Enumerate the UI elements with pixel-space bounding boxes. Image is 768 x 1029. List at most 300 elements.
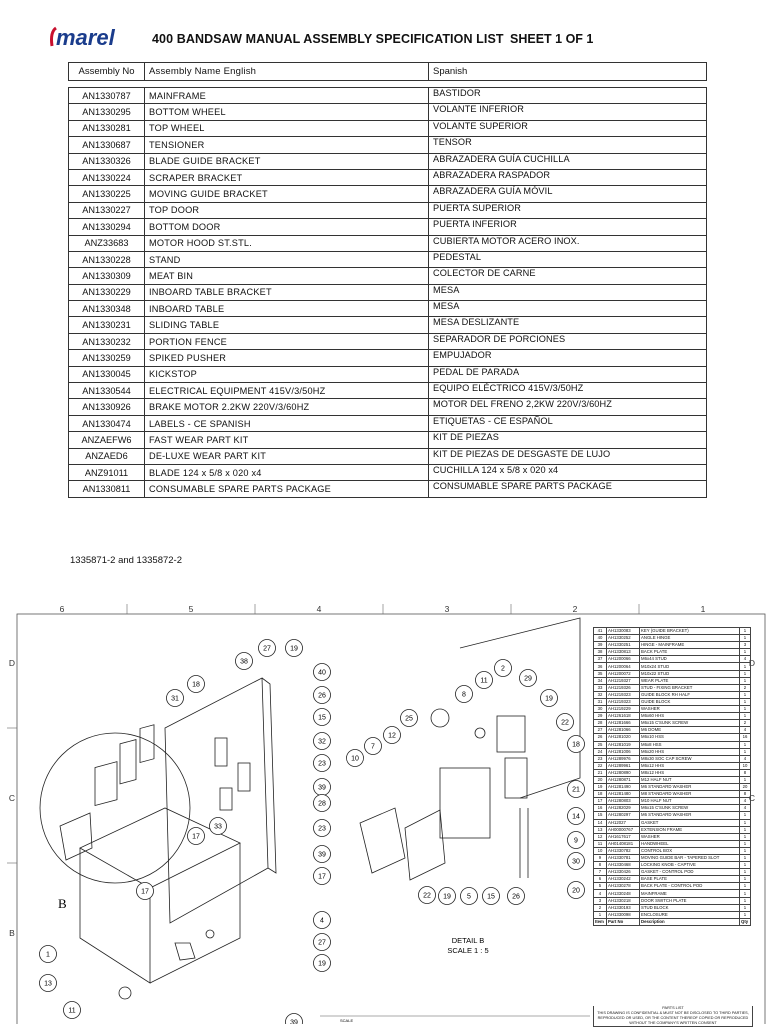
parts-list-header-cell: Part No (607, 918, 640, 925)
table-row (69, 104, 707, 120)
table-row (69, 120, 707, 136)
table-row (69, 186, 707, 202)
name-english-cell: SPIKED PUSHER (145, 350, 429, 366)
description-cell: M6x44 STUD (640, 656, 740, 663)
table-row (69, 317, 707, 333)
parts-list-row (594, 663, 751, 670)
spanish-cell: COLECTOR DE CARNE (429, 268, 707, 284)
balloon-label: 30 (572, 858, 580, 866)
balloon-label: 17 (318, 873, 326, 881)
spanish-cell: VOLANTE INFERIOR (429, 104, 707, 120)
view-marker-b: B (58, 896, 67, 911)
item-cell: 19 (594, 784, 607, 791)
qty-cell: 1 (740, 691, 751, 698)
qty-cell: 1 (740, 876, 751, 883)
qty-cell: 1 (740, 635, 751, 642)
balloon-label: 23 (318, 760, 326, 768)
balloon-label: 19 (443, 893, 451, 901)
balloon-label: 15 (487, 893, 495, 901)
assembly-no-cell: AN1330348 (69, 301, 145, 317)
balloon-label: 25 (405, 715, 413, 723)
description-cell: CONTROL BOX (640, 847, 740, 854)
part-no-cell: AH1330242 (607, 876, 640, 883)
parts-list-row (594, 755, 751, 762)
item-cell: 8 (594, 862, 607, 869)
item-cell: 21 (594, 769, 607, 776)
name-english-cell: STAND (145, 251, 429, 267)
qty-cell: 1 (740, 649, 751, 656)
parts-list-row (594, 791, 751, 798)
description-cell: HANDWHEEL (640, 840, 740, 847)
item-cell: 25 (594, 741, 607, 748)
table-row (69, 251, 707, 267)
row-label-b: B (9, 928, 15, 938)
spanish-cell: PEDAL DE PARADA (429, 366, 707, 382)
assembly-no-cell: AN1330687 (69, 137, 145, 153)
table-row (69, 448, 707, 464)
part-no-cell: AH1280871 (607, 776, 640, 783)
balloon-label: 28 (318, 800, 326, 808)
parts-list-row (594, 642, 751, 649)
parts-list-row (594, 727, 751, 734)
part-no-cell: AH1280803 (607, 798, 640, 805)
item-cell: 41 (594, 628, 607, 635)
name-english-cell: BOTTOM WHEEL (145, 104, 429, 120)
qty-cell: 10 (740, 762, 751, 769)
assembly-no-cell: AN1330544 (69, 383, 145, 399)
qty-cell: 2 (740, 684, 751, 691)
assembly-no-cell: AN1330225 (69, 186, 145, 202)
assembly-no-cell: AN1330045 (69, 366, 145, 382)
description-cell: M8 STANDARD WASHER (640, 791, 740, 798)
part-no-cell: AH1219327 (607, 677, 640, 684)
balloon-label: 5 (467, 893, 471, 901)
balloon-label: 4 (320, 917, 324, 925)
part-no-cell: AH1281066 (607, 727, 640, 734)
balloon-label: 13 (44, 980, 52, 988)
page-title: 400 BANDSAW MANUAL ASSEMBLY SPECIFICATION LIST (152, 32, 504, 46)
qty-cell: 1 (740, 670, 751, 677)
row-label-c-right: C (748, 793, 756, 803)
name-english-cell: SLIDING TABLE (145, 317, 429, 333)
col-header-spanish: Spanish (429, 63, 707, 81)
name-english-cell: TENSIONER (145, 137, 429, 153)
description-cell: GASKET (640, 819, 740, 826)
balloon-label: 17 (141, 888, 149, 896)
description-cell: STUD BLOCK (640, 904, 740, 911)
description-cell: M6x10 HSS (640, 734, 740, 741)
balloon-label: 39 (318, 851, 326, 859)
part-no-cell: AH01408181 (607, 840, 640, 847)
qty-cell: 1 (740, 748, 751, 755)
description-cell: M8x12 HHS (640, 769, 740, 776)
parts-list-row (594, 720, 751, 727)
item-cell: 33 (594, 684, 607, 691)
parts-list-row (594, 698, 751, 705)
item-cell: 12 (594, 833, 607, 840)
part-no-cell: AH1330083 (607, 628, 640, 635)
table-row (69, 415, 707, 431)
description-cell: EXTENSION FRAME (640, 826, 740, 833)
balloon-label: 17 (192, 833, 200, 841)
assembly-no-cell: AN1330787 (69, 88, 145, 104)
item-cell: 28 (594, 720, 607, 727)
name-english-cell: PORTION FENCE (145, 333, 429, 349)
col-label-2: 2 (572, 604, 578, 614)
description-cell: M6x8 HSS (640, 741, 740, 748)
qty-cell: 3 (740, 642, 751, 649)
part-no-cell: AH1200066 (607, 656, 640, 663)
spanish-cell: PEDESTAL (429, 251, 707, 267)
name-english-cell: SCRAPER BRACKET (145, 169, 429, 185)
parts-list-title: PARTS LIST (662, 1006, 684, 1010)
parts-list-row (594, 691, 751, 698)
part-no-cell: AH1280297 (607, 812, 640, 819)
table-row (69, 350, 707, 366)
assembly-no-cell: AN1330474 (69, 415, 145, 431)
parts-list-row (594, 798, 751, 805)
name-english-cell: BLADE 124 x 5/8 x 020 x4 (145, 464, 429, 480)
qty-cell: 1 (740, 741, 751, 748)
balloon-label: 38 (240, 658, 248, 666)
spanish-cell: ETIQUETAS - CE ESPAÑOL (429, 415, 707, 431)
assembly-no-cell: AN1330229 (69, 284, 145, 300)
part-no-cell: AH1330098 (607, 911, 640, 918)
part-no-cell: AH12027 (607, 819, 640, 826)
balloon-label: 29 (524, 675, 532, 683)
part-no-cell: AH1200064 (607, 663, 640, 670)
assembly-no-cell: ANZAED6 (69, 448, 145, 464)
balloon-label: 10 (351, 755, 359, 763)
qty-cell: 1 (740, 890, 751, 897)
assembly-no-cell: AN1330811 (69, 481, 145, 497)
col-label-5: 5 (188, 604, 194, 614)
qty-cell: 1 (740, 826, 751, 833)
balloon-label: 40 (318, 669, 326, 677)
balloon-label: 39 (318, 784, 326, 792)
name-english-cell: BOTTOM DOOR (145, 219, 429, 235)
row-label-c: C (8, 793, 16, 803)
balloon-label: 15 (318, 714, 326, 722)
qty-cell: 1 (740, 911, 751, 918)
item-cell: 24 (594, 748, 607, 755)
qty-cell: 1 (740, 904, 751, 911)
balloon-label: 32 (318, 738, 326, 746)
qty-cell: 1 (740, 698, 751, 705)
spanish-cell: SEPARADOR DE PORCIONES (429, 333, 707, 349)
name-english-cell: INBOARD TABLE BRACKET (145, 284, 429, 300)
item-cell: 32 (594, 691, 607, 698)
qty-cell: 8 (740, 791, 751, 798)
description-cell: WASHER (640, 833, 740, 840)
assembly-no-cell: AN1330326 (69, 153, 145, 169)
drawing-references: 1335871-2 and 1335872-2 (70, 555, 182, 566)
spanish-cell: KIT DE PIEZAS DE DESGASTE DE LUJO (429, 448, 707, 464)
balloon-label: 33 (214, 823, 222, 831)
balloons-right (347, 660, 585, 905)
spanish-cell: CUBIERTA MOTOR ACERO INOX. (429, 235, 707, 251)
parts-list-row (594, 776, 751, 783)
table-row (69, 137, 707, 153)
part-no-cell: AH1200072 (607, 670, 640, 677)
name-english-cell: CONSUMABLE SPARE PARTS PACKAGE (145, 481, 429, 497)
qty-cell: 8 (740, 769, 751, 776)
spanish-cell: ABRAZADERA GUÍA CUCHILLA (429, 153, 707, 169)
parts-list-row (594, 805, 751, 812)
item-cell: 30 (594, 706, 607, 713)
parts-list-row (594, 784, 751, 791)
parts-list-row (594, 890, 751, 897)
qty-cell: 20 (740, 784, 751, 791)
table-row (69, 268, 707, 284)
description-cell: M12 HALF NUT (640, 776, 740, 783)
document-header (48, 24, 728, 54)
name-english-cell: KICKSTOP (145, 366, 429, 382)
description-cell: MOVING GUIDE BAR - TAPERED SLOT (640, 855, 740, 862)
spanish-cell: EQUIPO ELÉCTRICO 415V/3/50HZ (429, 383, 707, 399)
description-cell: M6 STANDARD WASHER (640, 812, 740, 819)
balloon-label: 2 (501, 665, 505, 673)
part-no-cell: AH1289961 (607, 762, 640, 769)
description-cell: M8x30 SOC CAP SCREW (640, 755, 740, 762)
parts-list-row (594, 840, 751, 847)
item-cell: 13 (594, 826, 607, 833)
qty-cell: 1 (740, 833, 751, 840)
item-cell: 35 (594, 670, 607, 677)
part-no-cell: AH1617617 (607, 833, 640, 840)
row-label-d: D (8, 658, 16, 668)
qty-cell: 2 (740, 720, 751, 727)
qty-cell: 4 (740, 727, 751, 734)
assembly-no-cell: ANZAEFW6 (69, 432, 145, 448)
spec-table-body (69, 81, 707, 498)
parts-list-row (594, 847, 751, 854)
balloon-label: 19 (318, 960, 326, 968)
parts-list-row (594, 670, 751, 677)
assembly-no-cell: AN1330227 (69, 202, 145, 218)
name-english-cell: LABELS - CE SPANISH (145, 415, 429, 431)
qty-cell: 1 (740, 628, 751, 635)
parts-list-header-cell: Description (640, 918, 740, 925)
spanish-cell: CONSUMABLE SPARE PARTS PACKAGE (429, 481, 707, 497)
part-no-cell: AH1330248 (607, 890, 640, 897)
description-cell: HINGE - MAINFRAME (640, 642, 740, 649)
table-row (69, 333, 707, 349)
balloon-label: 27 (318, 939, 326, 947)
balloon-label: 26 (318, 692, 326, 700)
spanish-cell: MOTOR DEL FRENO 2,2KW 220V/3/60HZ (429, 399, 707, 415)
description-cell: M6x12 HHS (640, 762, 740, 769)
col-label-3: 3 (444, 604, 450, 614)
item-cell: 37 (594, 656, 607, 663)
item-cell: 20 (594, 776, 607, 783)
qty-cell: 1 (740, 663, 751, 670)
item-cell: 11 (594, 840, 607, 847)
qty-cell: 1 (740, 847, 751, 854)
balloon-label: 18 (192, 681, 200, 689)
assembly-no-cell: AN1330294 (69, 219, 145, 235)
description-cell: BACK PLATE - CONTROL POD (640, 883, 740, 890)
part-no-cell: AH1219326 (607, 684, 640, 691)
parts-list-header-cell: Item (594, 918, 607, 925)
item-cell: 3 (594, 897, 607, 904)
item-cell: 5 (594, 883, 607, 890)
part-no-cell: AH1281019 (607, 741, 640, 748)
part-no-cell: AH1281020 (607, 734, 640, 741)
parts-list-row (594, 628, 751, 635)
part-no-cell: AH1330813 (607, 649, 640, 656)
table-row (69, 284, 707, 300)
qty-cell: 16 (740, 734, 751, 741)
balloon-label: 14 (572, 813, 580, 821)
balloon-label: 9 (574, 837, 578, 845)
item-cell: 1 (594, 911, 607, 918)
qty-cell: 1 (740, 706, 751, 713)
qty-cell: 1 (740, 862, 751, 869)
description-cell: DOOR SWITCH PLATE (640, 897, 740, 904)
part-no-cell: AH1219323 (607, 691, 640, 698)
table-row (69, 464, 707, 480)
balloon-label: 22 (423, 892, 431, 900)
item-cell: 27 (594, 727, 607, 734)
parts-list-row (594, 635, 751, 642)
table-row (69, 235, 707, 251)
qty-cell: 1 (740, 812, 751, 819)
qty-cell: 1 (740, 713, 751, 720)
assembly-no-cell: AN1330228 (69, 251, 145, 267)
qty-cell: 1 (740, 840, 751, 847)
spanish-cell: EMPUJADOR (429, 350, 707, 366)
spanish-cell: BASTIDOR (429, 88, 707, 104)
spanish-cell: CUCHILLA 124 x 5/8 x 020 x4 (429, 464, 707, 480)
parts-list-row (594, 883, 751, 890)
assembly-no-cell: AN1330231 (69, 317, 145, 333)
assembly-no-cell: AN1330224 (69, 169, 145, 185)
balloon-label: 21 (572, 786, 580, 794)
part-no-cell: AH1330781 (607, 855, 640, 862)
spanish-cell: MESA (429, 301, 707, 317)
spanish-cell: VOLANTE SUPERIOR (429, 120, 707, 136)
item-cell: 39 (594, 642, 607, 649)
item-cell: 40 (594, 635, 607, 642)
qty-cell: 1 (740, 869, 751, 876)
name-english-cell: DE-LUXE WEAR PART KIT (145, 448, 429, 464)
balloon-label: 31 (171, 695, 179, 703)
name-english-cell: FAST WEAR PART KIT (145, 432, 429, 448)
qty-cell: 4 (740, 805, 751, 812)
description-cell: M10x24 STUD (640, 663, 740, 670)
svg-text:marel: marel (56, 25, 115, 50)
balloon-label: 27 (263, 645, 271, 653)
item-cell: 18 (594, 791, 607, 798)
detail-b-sketch (360, 618, 580, 880)
parts-list-row (594, 713, 751, 720)
name-english-cell: TOP WHEEL (145, 120, 429, 136)
description-cell: WASHER (640, 706, 740, 713)
description-cell: BASE PLATE (640, 876, 740, 883)
description-cell: LOCKING KNOB - CAPTIVE (640, 862, 740, 869)
qty-cell: 1 (740, 883, 751, 890)
parts-list-row (594, 741, 751, 748)
part-no-cell: AH1261618 (607, 713, 640, 720)
qty-cell: 1 (740, 819, 751, 826)
spanish-cell: ABRAZADERA GUÍA MÓVIL (429, 186, 707, 202)
balloon-label: 26 (512, 893, 520, 901)
parts-list-row (594, 904, 751, 911)
assembly-no-cell: AN1330259 (69, 350, 145, 366)
marel-logo (48, 24, 148, 50)
item-cell: 4 (594, 890, 607, 897)
parts-list-row (594, 748, 751, 755)
parts-list-row (594, 826, 751, 833)
table-row (69, 88, 707, 104)
description-cell: M6 STANDARD WASHER (640, 784, 740, 791)
parts-list-row (594, 869, 751, 876)
sheet-number: SHEET 1 OF 1 (510, 32, 594, 46)
description-cell: STUD - FIXING BRACKET (640, 684, 740, 691)
item-cell: 14 (594, 819, 607, 826)
table-header-row (69, 63, 707, 81)
item-cell: 22 (594, 762, 607, 769)
qty-cell: 1 (740, 897, 751, 904)
item-cell: 17 (594, 798, 607, 805)
table-row (69, 219, 707, 235)
balloon-label: 19 (290, 645, 298, 653)
item-cell: 34 (594, 677, 607, 684)
part-no-cell: AH1281480 (607, 791, 640, 798)
part-no-cell: AH1330782 (607, 847, 640, 854)
balloon-label: 11 (68, 1007, 76, 1015)
table-row (69, 153, 707, 169)
item-cell: 10 (594, 847, 607, 854)
description-cell: MAINFRAME (640, 890, 740, 897)
item-cell: 7 (594, 869, 607, 876)
qty-cell: 1 (740, 677, 751, 684)
part-no-cell: AH00000767 (607, 826, 640, 833)
description-cell: GASKET - CONTROL POD (640, 869, 740, 876)
part-no-cell: AH1280890 (607, 769, 640, 776)
part-no-cell: AH1330426 (607, 869, 640, 876)
table-row (69, 301, 707, 317)
description-cell: M6x15 C'SUNK SCREW (640, 805, 740, 812)
parts-list-row (594, 911, 751, 918)
part-no-cell: AH1281490 (607, 784, 640, 791)
detail-b-scale: SCALE 1 : 5 (447, 946, 489, 955)
item-cell: 29 (594, 713, 607, 720)
table-row (69, 169, 707, 185)
assembly-no-cell: AN1330232 (69, 333, 145, 349)
table-row (69, 399, 707, 415)
qty-cell: 4 (740, 656, 751, 663)
parts-list-row (594, 762, 751, 769)
description-cell: KEY (GUIDE BRACKET) (640, 628, 740, 635)
parts-list-row (594, 706, 751, 713)
item-cell: 38 (594, 649, 607, 656)
part-no-cell: AH1219323 (607, 698, 640, 705)
detail-b-label: DETAIL B (451, 936, 485, 945)
item-cell: 31 (594, 698, 607, 705)
balloon-label: 7 (371, 743, 375, 751)
assembly-spec-table (68, 62, 707, 498)
table-row (69, 383, 707, 399)
name-english-cell: MAINFRAME (145, 88, 429, 104)
part-no-cell: AH1330193 (607, 904, 640, 911)
item-cell: 16 (594, 805, 607, 812)
description-cell: BACK PLATE (640, 649, 740, 656)
part-no-cell: AH1281006 (607, 748, 640, 755)
mainframe-sketch (80, 678, 276, 999)
balloon-label: 23 (318, 825, 326, 833)
